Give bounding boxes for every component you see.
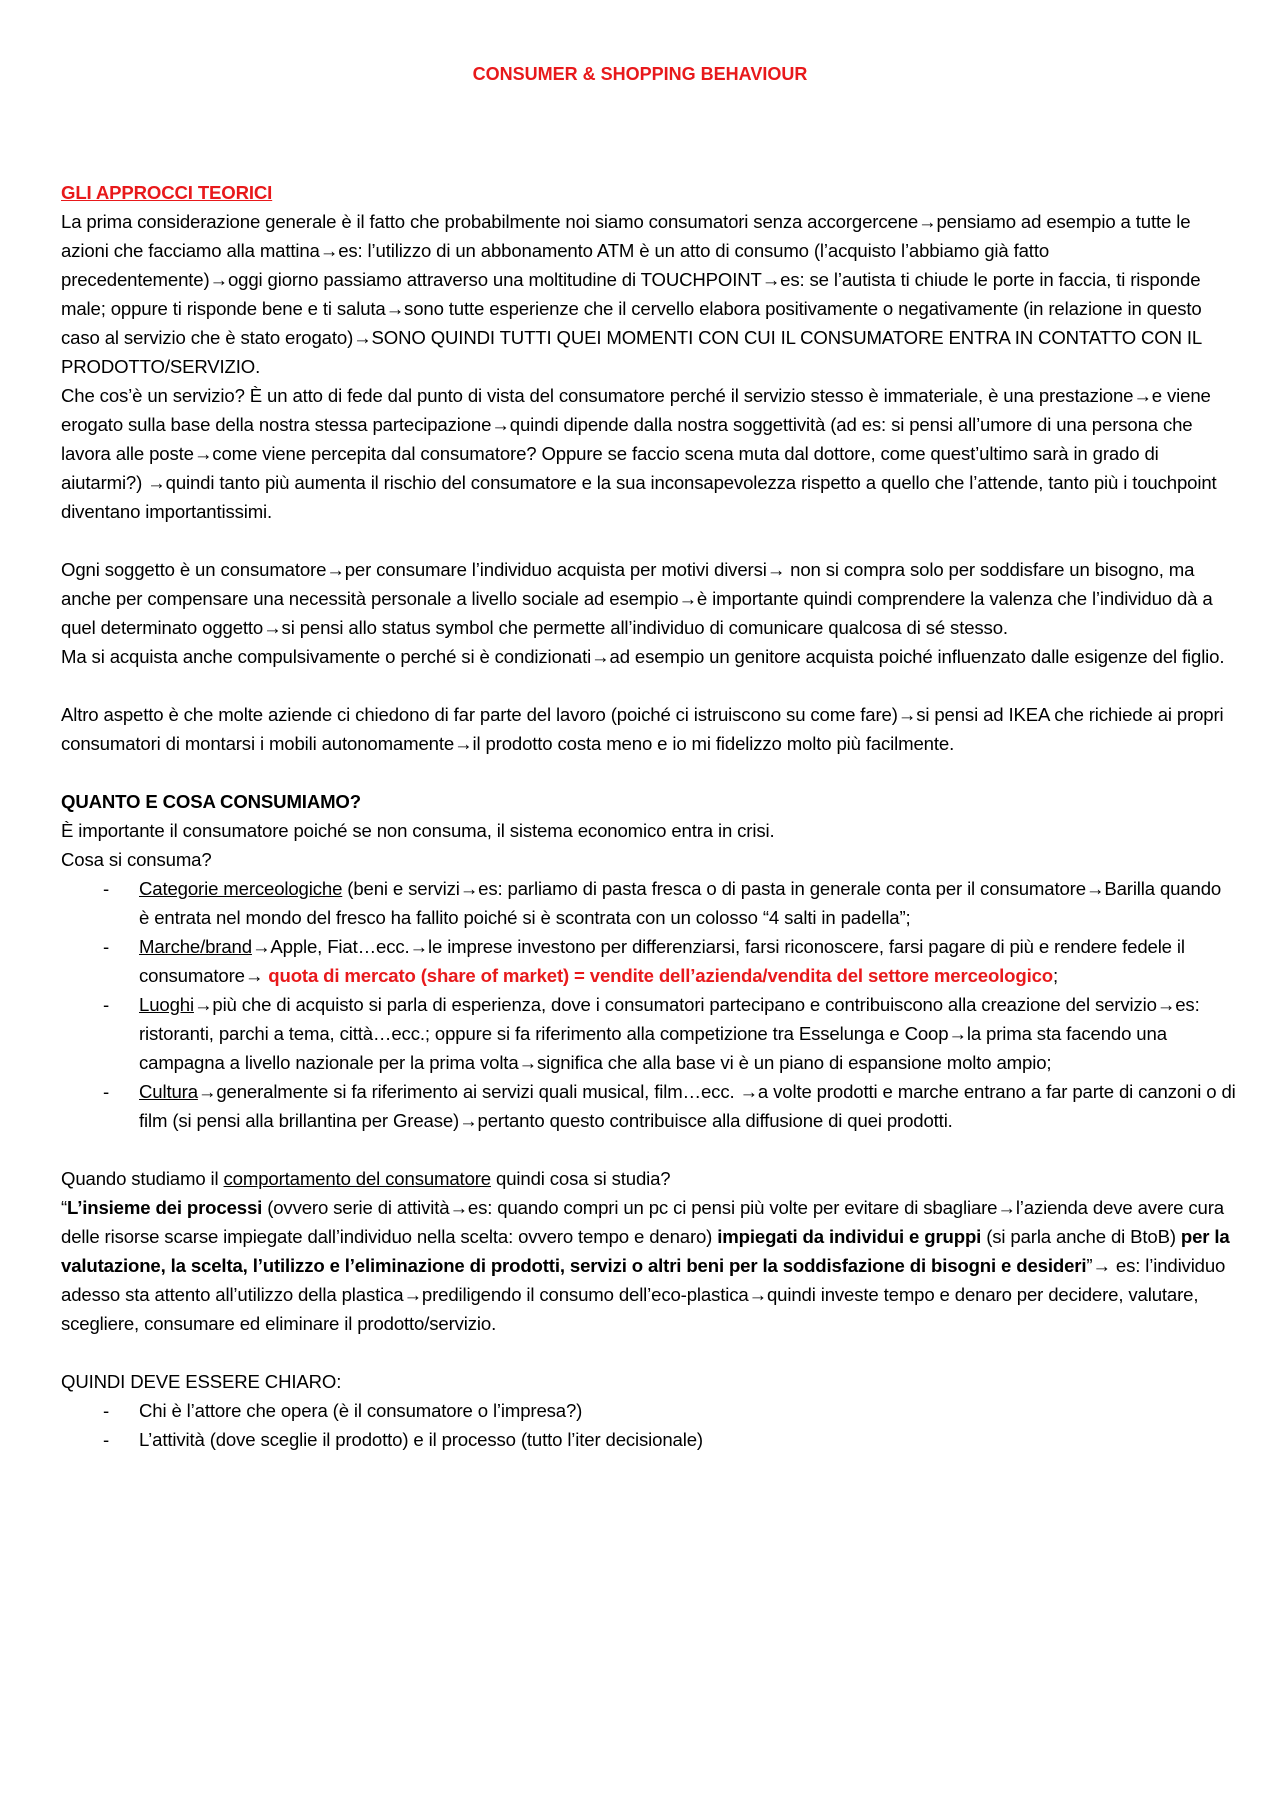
list-item	[139, 1077, 1236, 1135]
consumption-list	[61, 874, 1236, 1135]
spacer	[61, 671, 1236, 700]
paragraph: È importante il consumatore poiché se non consuma, il sistema economico entra in crisi.	[61, 820, 775, 841]
paragraph: Che cos’è un servizio? È un atto di fede dal punto di vista del consumatore perché il servizio stesso è immateriale, è una prestazione→e viene erogato sulla base della nostra stessa partecipazione→quindi dipende dalla nostra soggettività (ad es: si pensi all’umore di una persona che lavora alle poste→come viene percepita dal consumatore? Oppure se faccio scena muta dal dottore, come quest’ultimo sarà in grado di aiutarmi?) →quindi tanto più aumenta il rischio del consumatore e la sua inconsapevolezza rispetto a quello che l’attende, tanto più i touchpoint diventano importantissimi.	[61, 385, 1217, 522]
paragraph: Altro aspetto è che molte aziende ci chiedono di far parte del lavoro (poiché ci istruiscono su come fare)→si pensi ad IKEA che richiede ai propri consumatori di montarsi i mobili autonomamente→il prodotto costa meno e io mi fidelizzo molto più facilmente.	[61, 704, 1224, 754]
list-item-text: →generalmente si fa riferimento ai servizi quali musical, film…ecc. →a volte prodotti e marche entrano a far parte di canzoni o di film (si pensi alla brillantina per Grease)→pertanto questo contribuisce alla diffusione di quei prodotti.	[139, 1081, 1236, 1131]
list-item-term: Marche/brand	[139, 936, 252, 957]
underlined-term: comportamento del consumatore	[223, 1168, 491, 1189]
text-run: “	[61, 1197, 68, 1218]
text-run: (ovvero serie di attività→es: quando compri un pc ci pensi più volte per evitare di sbagliare→l’azienda deve avere cura delle risorse scarse impiegate dall’individuo nella scelta: ovvero tempo e denaro)	[61, 1197, 1224, 1247]
list-item: - L’attività (dove sceglie il prodotto) e il processo (tutto l’iter decisionale)	[139, 1425, 1236, 1454]
paragraph: La prima considerazione generale è il fatto che probabilmente noi siamo consumatori senza accorgercene→pensiamo ad esempio a tutte le azioni che facciamo alla mattina→es: l’utilizzo di un abbonamento ATM è un atto di consumo (l’acquisto l’abbiamo già fatto precedentemente)→oggi giorno passiamo attraverso una moltitudine di TOUCHPOINT→es: se l’autista ti chiude le porte in faccia, ti risponde male; oppure ti risponde bene e ti saluta→sono tutte esperienze che il cervello elabora positivamente o negativamente (in relazione in questo caso al servizio che è stato erogato)→SONO QUINDI TUTTI QUEI MOMENTI CON CUI IL CONSUMATORE ENTRA IN CONTATTO CON IL PRODOTTO/SERVIZIO.	[61, 211, 1202, 377]
paragraph-question	[61, 1164, 1236, 1193]
bold-run: impiegati da individui e gruppi	[717, 1226, 982, 1247]
text-run: ”→ es: l’individuo adesso sta attento all’utilizzo della plastica→prediligendo il consumo dell’eco-plastica→quindi investe tempo e denaro per decidere, valutare, scegliere, consumare ed eliminare il prodotto/servizio.	[61, 1255, 1226, 1334]
text-run: quindi cosa si studia?	[491, 1168, 671, 1189]
spacer	[61, 758, 1236, 787]
text-run: (si parla anche di BtoB)	[981, 1226, 1181, 1247]
list-item-text: (beni e servizi→es: parliamo di pasta fresca o di pasta in generale conta per il consumatore→Barilla quando è entrata nel mondo del fresco ha fallito poiché si è scontrata con un colosso “4 salti in padella”;	[139, 878, 1222, 928]
section-heading-chiaro: QUINDI DEVE ESSERE CHIARO:	[61, 1371, 342, 1392]
list-item-term: Cultura	[139, 1081, 198, 1102]
list-item-term: Categorie merceologiche	[139, 878, 343, 899]
document-body	[61, 178, 1236, 1454]
list-item-term: Luoghi	[139, 994, 194, 1015]
paragraph: Ma si acquista anche compulsivamente o perché si è condizionati→ad esempio un genitore acquista poiché influenzato dalle esigenze del figlio.	[61, 646, 1225, 667]
spacer	[61, 1338, 1236, 1367]
list-item-text: →più che di acquisto si parla di esperienza, dove i consumatori partecipano e contribuiscono alla creazione del servizio→es: ristoranti, parchi a tema, città…ecc.; oppure si fa riferimento alla competizione tra Esselunga e Coop→la prima sta facendo una campagna a livello nazionale per la prima volta→significa che alla base vi è un piano di espansione molto ampio;	[139, 994, 1200, 1073]
paragraph-definition	[61, 1193, 1236, 1338]
clarity-list	[61, 1396, 1236, 1454]
list-item	[139, 874, 1236, 932]
list-item-text: →Apple, Fiat…ecc.→le imprese investono per differenziarsi, farsi riconoscere, farsi pagare di più e rendere fedele il consumatore→	[139, 936, 1185, 986]
bold-run: per la valutazione, la scelta, l’utilizzo e l’eliminazione di prodotti, servizi o altri beni per la soddisfazione di bisogni e desideri	[61, 1226, 1230, 1276]
list-item: - Chi è l’attore che opera (è il consumatore o l’impresa?)	[139, 1396, 1236, 1425]
spacer	[61, 526, 1236, 555]
market-share-formula: quota di mercato (share of market) = vendite dell’azienda/vendita del settore merceologico	[268, 965, 1054, 986]
bold-run: L’insieme dei processi	[67, 1197, 263, 1218]
spacer	[61, 1135, 1236, 1164]
text-run: Quando studiamo il	[61, 1168, 224, 1189]
list-item-tail: ;	[1053, 965, 1059, 986]
document-title: CONSUMER & SHOPPING BEHAVIOUR	[472, 64, 808, 84]
list-item	[139, 990, 1236, 1077]
paragraph: Ogni soggetto è un consumatore→per consumare l’individuo acquista per motivi diversi→ non si compra solo per soddisfare un bisogno, ma anche per compensare una necessità personale a livello sociale ad esempio→è importante quindi comprendere la valenza che l’individuo dà a quel determinato oggetto→si pensi allo status symbol che permette all’individuo di comunicare qualcosa di sé stesso.	[61, 559, 1213, 638]
paragraph: Cosa si consuma?	[61, 849, 212, 870]
section-heading-quanto: QUANTO E COSA CONSUMIAMO?	[61, 791, 361, 812]
list-item	[139, 932, 1236, 990]
section-heading-approcci: GLI APPROCCI TEORICI	[61, 182, 273, 203]
